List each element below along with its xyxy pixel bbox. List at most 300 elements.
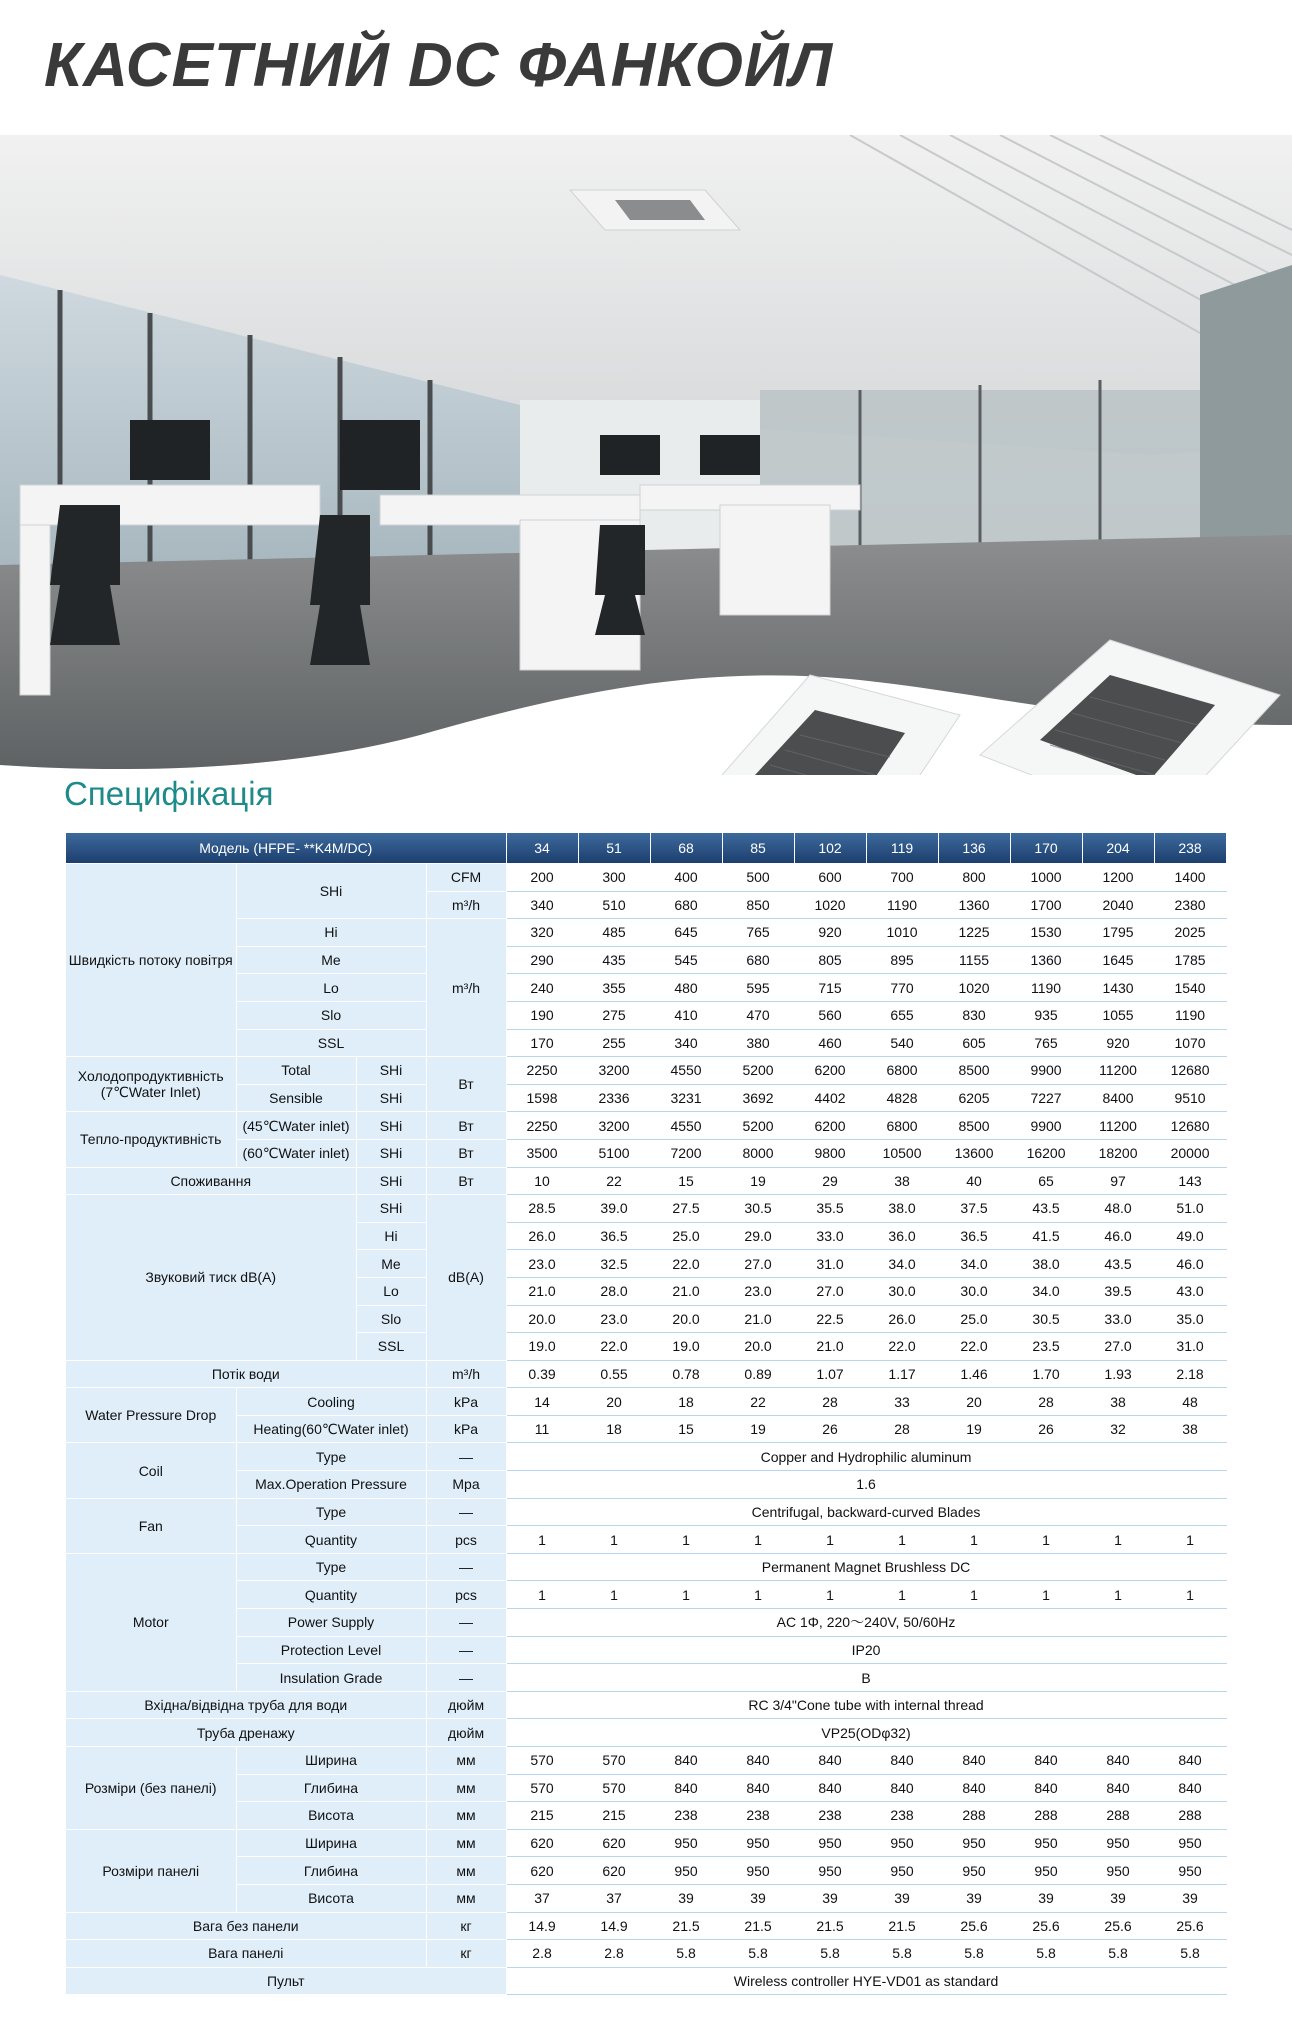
spec-value: 2040 (1082, 891, 1154, 919)
dimensions-row (66, 1774, 1226, 1802)
spec-value: 8400 (1082, 1084, 1154, 1112)
heating-row (66, 1112, 1226, 1140)
spec-value: 570 (578, 1747, 650, 1775)
power-row (66, 1167, 1226, 1195)
spec-value: 4828 (866, 1084, 938, 1112)
model-column-header: 170 (1010, 833, 1082, 864)
spec-value: 21.0 (794, 1333, 866, 1361)
spec-value: 1785 (1154, 946, 1226, 974)
remote-label: Пульт (66, 1967, 506, 1995)
spec-value: 1360 (938, 891, 1010, 919)
spec-value: 3200 (578, 1112, 650, 1140)
spec-value: 3692 (722, 1084, 794, 1112)
spec-value: 14.9 (506, 1912, 578, 1940)
unit-label: кг (426, 1912, 506, 1940)
spec-value: AC 1Φ, 220～240V, 50/60Hz (506, 1609, 1226, 1637)
spec-value: 34.0 (1010, 1277, 1082, 1305)
spec-value: 570 (578, 1774, 650, 1802)
spec-value: 4550 (650, 1057, 722, 1085)
sub-label: (60℃Water inlet) (236, 1139, 356, 1167)
speed-label: SHi (356, 1167, 426, 1195)
water-flow-row (66, 1360, 1226, 1388)
motor-row (66, 1609, 1226, 1637)
spec-value: 0.55 (578, 1360, 650, 1388)
spec-value: 5.8 (794, 1940, 866, 1968)
spec-value: 39 (866, 1884, 938, 1912)
spec-value: 23.0 (506, 1250, 578, 1278)
spec-value: 1055 (1082, 1001, 1154, 1029)
spec-value: 33.0 (794, 1222, 866, 1250)
spec-value: IP20 (506, 1636, 1226, 1664)
spec-value: 20000 (1154, 1139, 1226, 1167)
spec-value: 35.0 (1154, 1305, 1226, 1333)
spec-value: 1 (1010, 1526, 1082, 1554)
spec-value: 5.8 (866, 1940, 938, 1968)
unit-label: pcs (426, 1581, 506, 1609)
panel-weight-row (66, 1940, 1226, 1968)
spec-value: 840 (794, 1774, 866, 1802)
spec-value: 655 (866, 1001, 938, 1029)
spec-value: 11200 (1082, 1057, 1154, 1085)
spec-value: 1 (650, 1581, 722, 1609)
spec-value: 1.93 (1082, 1360, 1154, 1388)
sub-label: Cooling (236, 1388, 426, 1416)
spec-value: 275 (578, 1001, 650, 1029)
sub-label: Висота (236, 1802, 426, 1830)
pipe-label: Вхідна/відвідна труба для води (66, 1691, 426, 1719)
spec-value: 605 (938, 1029, 1010, 1057)
spec-value: 950 (794, 1857, 866, 1885)
spec-value: 840 (650, 1747, 722, 1775)
spec-value: 28.5 (506, 1195, 578, 1223)
spec-value: 11 (506, 1415, 578, 1443)
spec-value: 620 (506, 1857, 578, 1885)
spec-value: 20.0 (506, 1305, 578, 1333)
spec-value: 39 (1082, 1884, 1154, 1912)
spec-value: 765 (1010, 1029, 1082, 1057)
spec-value: 37 (578, 1884, 650, 1912)
spec-value: 36.5 (578, 1222, 650, 1250)
spec-value: 950 (938, 1829, 1010, 1857)
spec-value: 950 (1010, 1857, 1082, 1885)
spec-value: 240 (506, 974, 578, 1002)
spec-value: 895 (866, 946, 938, 974)
spec-value: 830 (938, 1001, 1010, 1029)
spec-value: 255 (578, 1029, 650, 1057)
spec-value: 840 (1010, 1747, 1082, 1775)
spec-value: 540 (866, 1029, 938, 1057)
speed-label: SHi (356, 1084, 426, 1112)
speed-label: SHi (356, 1057, 426, 1085)
spec-value: 43.5 (1010, 1195, 1082, 1223)
spec-value: 39 (938, 1884, 1010, 1912)
sub-label: Max.Operation Pressure (236, 1471, 426, 1499)
spec-value: 18200 (1082, 1139, 1154, 1167)
spec-value: 1645 (1082, 946, 1154, 974)
spec-value: 33 (866, 1388, 938, 1416)
unit-label: Вт (426, 1139, 506, 1167)
spec-value: VP25(ODφ32) (506, 1719, 1226, 1747)
weight-label: Вага без панели (66, 1912, 426, 1940)
spec-value: 6200 (794, 1112, 866, 1140)
spec-value: 26.0 (866, 1305, 938, 1333)
panel-dimensions-row (66, 1829, 1226, 1857)
spec-value: Wireless controller HYE-VD01 as standard (506, 1967, 1226, 1995)
spec-value: 1 (1082, 1526, 1154, 1554)
spec-value: 620 (578, 1829, 650, 1857)
unit-label: мм (426, 1802, 506, 1830)
spec-value: 3231 (650, 1084, 722, 1112)
spec-value: 3200 (578, 1057, 650, 1085)
spec-value: 460 (794, 1029, 866, 1057)
spec-value: 400 (650, 864, 722, 892)
spec-value: 49.0 (1154, 1222, 1226, 1250)
spec-value: 1 (506, 1581, 578, 1609)
sub-label: Глибина (236, 1857, 426, 1885)
spec-value: 470 (722, 1001, 794, 1029)
spec-value: 355 (578, 974, 650, 1002)
spec-value: 288 (938, 1802, 1010, 1830)
unit-label: Вт (426, 1112, 506, 1140)
spec-value: 15 (650, 1415, 722, 1443)
spec-value: 25.6 (1154, 1912, 1226, 1940)
unit-label: мм (426, 1829, 506, 1857)
spec-value: 21.0 (722, 1305, 794, 1333)
spec-value: 39.5 (1082, 1277, 1154, 1305)
spec-value: 23.0 (722, 1277, 794, 1305)
coil-row (66, 1471, 1226, 1499)
spec-value: 12680 (1154, 1057, 1226, 1085)
spec-value: 560 (794, 1001, 866, 1029)
spec-value: 1430 (1082, 974, 1154, 1002)
spec-value: 1 (1010, 1581, 1082, 1609)
airflow-row (66, 919, 1226, 947)
spec-table (66, 833, 1227, 1995)
spec-value: 18 (650, 1388, 722, 1416)
spec-value: 21.5 (866, 1912, 938, 1940)
spec-value: 3500 (506, 1139, 578, 1167)
spec-value: 1 (578, 1526, 650, 1554)
sub-label: Глибина (236, 1774, 426, 1802)
unit-label: CFM (426, 864, 506, 892)
sub-label: Quantity (236, 1581, 426, 1609)
spec-value: 39.0 (578, 1195, 650, 1223)
speed-label: Hi (356, 1222, 426, 1250)
spec-value: 19 (722, 1415, 794, 1443)
spec-value: 1400 (1154, 864, 1226, 892)
spec-value: 27.0 (794, 1277, 866, 1305)
spec-value: 950 (1154, 1857, 1226, 1885)
spec-value: 1360 (1010, 946, 1082, 974)
spec-value: 680 (722, 946, 794, 974)
spec-value: 380 (722, 1029, 794, 1057)
spec-value: 27.5 (650, 1195, 722, 1223)
sub-label: (45℃Water inlet) (236, 1112, 356, 1140)
spec-value: 238 (794, 1802, 866, 1830)
spec-value: 645 (650, 919, 722, 947)
spec-value: 7200 (650, 1139, 722, 1167)
spec-value: 2380 (1154, 891, 1226, 919)
spec-value: 320 (506, 919, 578, 947)
sub-label: Total (236, 1057, 356, 1085)
spec-value: 10500 (866, 1139, 938, 1167)
spec-value: 39 (722, 1884, 794, 1912)
spec-value: 36.0 (866, 1222, 938, 1250)
spec-value: 1.07 (794, 1360, 866, 1388)
spec-value: 238 (866, 1802, 938, 1830)
power-label: Споживання (66, 1167, 356, 1195)
spec-value: 27.0 (1082, 1333, 1154, 1361)
spec-value: 200 (506, 864, 578, 892)
speed-label: SSL (236, 1029, 426, 1057)
speed-label: Slo (236, 1001, 426, 1029)
spec-value: 36.5 (938, 1222, 1010, 1250)
spec-value: 840 (1010, 1774, 1082, 1802)
sub-label: Ширина (236, 1747, 426, 1775)
spec-value: 950 (866, 1857, 938, 1885)
spec-value: 170 (506, 1029, 578, 1057)
spec-value: 8500 (938, 1057, 1010, 1085)
spec-value: 39 (794, 1884, 866, 1912)
spec-value: 1540 (1154, 974, 1226, 1002)
spec-value: 1 (1082, 1581, 1154, 1609)
spec-value: 545 (650, 946, 722, 974)
page-title: КАСЕТНИЙ DC ФАНКОЙЛ (44, 31, 834, 100)
spec-value: 10 (506, 1167, 578, 1195)
spec-value: 22.0 (578, 1333, 650, 1361)
unit-label: — (426, 1443, 506, 1471)
dimensions-row (66, 1747, 1226, 1775)
spec-value: 48.0 (1082, 1195, 1154, 1223)
spec-value: 8500 (938, 1112, 1010, 1140)
spec-value: 300 (578, 864, 650, 892)
spec-value: 14.9 (578, 1912, 650, 1940)
spec-value: 6205 (938, 1084, 1010, 1112)
spec-value: 34.0 (938, 1250, 1010, 1278)
spec-value: 5.8 (650, 1940, 722, 1968)
spec-value: 950 (794, 1829, 866, 1857)
spec-value: 9510 (1154, 1084, 1226, 1112)
spec-value: 20 (578, 1388, 650, 1416)
airflow-row (66, 864, 1226, 892)
spec-value: 950 (722, 1829, 794, 1857)
spec-value: 1190 (1154, 1001, 1226, 1029)
speed-label: SHi (356, 1112, 426, 1140)
spec-value: 31.0 (1154, 1333, 1226, 1361)
spec-value: 2336 (578, 1084, 650, 1112)
spec-value: 28.0 (578, 1277, 650, 1305)
spec-value: 21.0 (650, 1277, 722, 1305)
spec-value: 805 (794, 946, 866, 974)
spec-value: 1.46 (938, 1360, 1010, 1388)
spec-value: 600 (794, 864, 866, 892)
spec-value: 2.8 (578, 1940, 650, 1968)
spec-value: 7227 (1010, 1084, 1082, 1112)
spec-value: 12680 (1154, 1112, 1226, 1140)
airflow-row (66, 946, 1226, 974)
heating-label: Тепло-продуктивність (66, 1112, 236, 1167)
sub-label: Sensible (236, 1084, 356, 1112)
spec-value: 620 (506, 1829, 578, 1857)
spec-value: 20.0 (650, 1305, 722, 1333)
spec-value: 28 (866, 1415, 938, 1443)
spec-value: 920 (794, 919, 866, 947)
model-header: Модель (HFPE- **K4M/DC) (66, 833, 506, 864)
spec-value: 1530 (1010, 919, 1082, 947)
unit-label: Вт (426, 1167, 506, 1195)
spec-value: 4402 (794, 1084, 866, 1112)
unit-label: мм (426, 1857, 506, 1885)
speed-label: SHi (356, 1195, 426, 1223)
spec-value: 5200 (722, 1112, 794, 1140)
spec-value: 1.70 (1010, 1360, 1082, 1388)
spec-value: 190 (506, 1001, 578, 1029)
spec-value: 29 (794, 1167, 866, 1195)
motor-row (66, 1664, 1226, 1692)
unit-label: мм (426, 1747, 506, 1775)
spec-value: 19.0 (650, 1333, 722, 1361)
spec-value: 715 (794, 974, 866, 1002)
spec-value: 1.17 (866, 1360, 938, 1388)
noise-label: Звуковий тиск dB(A) (66, 1195, 356, 1361)
spec-value: 950 (866, 1829, 938, 1857)
spec-value: 97 (1082, 1167, 1154, 1195)
spec-value: 20.0 (722, 1333, 794, 1361)
spec-value: 25.6 (938, 1912, 1010, 1940)
airflow-label: Швидкість потоку повітря (66, 864, 236, 1057)
spec-header-row (66, 833, 1226, 864)
speed-label: Lo (236, 974, 426, 1002)
sub-label: Type (236, 1443, 426, 1471)
spec-value: 950 (1154, 1829, 1226, 1857)
dimensions-row (66, 1802, 1226, 1830)
spec-value: 34.0 (866, 1250, 938, 1278)
coil-row (66, 1443, 1226, 1471)
unit-label: — (426, 1609, 506, 1637)
spec-value: 800 (938, 864, 1010, 892)
spec-value: 0.39 (506, 1360, 578, 1388)
sub-label: Insulation Grade (236, 1664, 426, 1692)
spec-value: 1 (866, 1581, 938, 1609)
spec-value: 435 (578, 946, 650, 974)
spec-value: 143 (1154, 1167, 1226, 1195)
spec-value: 33.0 (1082, 1305, 1154, 1333)
spec-value: 35.5 (794, 1195, 866, 1223)
spec-value: 14 (506, 1388, 578, 1416)
spec-value: 950 (650, 1829, 722, 1857)
spec-value: 16200 (1010, 1139, 1082, 1167)
weight-label: Вага панелі (66, 1940, 426, 1968)
spec-value: 1 (794, 1581, 866, 1609)
spec-value: 21.0 (506, 1277, 578, 1305)
spec-value: 27.0 (722, 1250, 794, 1278)
spec-value: 840 (938, 1774, 1010, 1802)
spec-value: 31.0 (794, 1250, 866, 1278)
model-column-header: 102 (794, 833, 866, 864)
pressure-drop-row (66, 1415, 1226, 1443)
spec-value: 26 (1010, 1415, 1082, 1443)
unit-label: kPa (426, 1415, 506, 1443)
fan-row (66, 1526, 1226, 1554)
spec-value: 570 (506, 1747, 578, 1775)
coil-label: Coil (66, 1443, 236, 1498)
spec-value: 30.5 (1010, 1305, 1082, 1333)
spec-value: 1 (938, 1526, 1010, 1554)
spec-value: 38.0 (866, 1195, 938, 1223)
spec-value: 1155 (938, 946, 1010, 974)
spec-value: 840 (866, 1747, 938, 1775)
dimensions-label: Розміри (без панелі) (66, 1747, 236, 1830)
spec-value: 21.5 (794, 1912, 866, 1940)
spec-value: Copper and Hydrophilic aluminum (506, 1443, 1226, 1471)
spec-value: 22.5 (794, 1305, 866, 1333)
spec-value: 23.0 (578, 1305, 650, 1333)
model-column-header: 51 (578, 833, 650, 864)
spec-value: 1 (794, 1526, 866, 1554)
unit-label: m³/h (426, 891, 506, 919)
spec-value: 950 (1082, 1857, 1154, 1885)
spec-value: 290 (506, 946, 578, 974)
spec-value: 39 (1010, 1884, 1082, 1912)
sub-label: Type (236, 1553, 426, 1581)
spec-value: 288 (1010, 1802, 1082, 1830)
office-photo (0, 135, 1292, 775)
spec-value: 37 (506, 1884, 578, 1912)
spec-value: 920 (1082, 1029, 1154, 1057)
spec-value: 26 (794, 1415, 866, 1443)
spec-value: 26.0 (506, 1222, 578, 1250)
spec-value: 840 (722, 1774, 794, 1802)
speed-label: SSL (356, 1333, 426, 1361)
spec-value: 1190 (866, 891, 938, 919)
spec-value: 2025 (1154, 919, 1226, 947)
airflow-row (66, 1001, 1226, 1029)
spec-value: 850 (722, 891, 794, 919)
spec-value: 20 (938, 1388, 1010, 1416)
unit-label: дюйм (426, 1719, 506, 1747)
spec-value: 2.18 (1154, 1360, 1226, 1388)
cooling-row (66, 1084, 1226, 1112)
spec-value: 19.0 (506, 1333, 578, 1361)
spec-value: 5.8 (1082, 1940, 1154, 1968)
spec-value: 770 (866, 974, 938, 1002)
spec-value: 1070 (1154, 1029, 1226, 1057)
spec-value: 29.0 (722, 1222, 794, 1250)
spec-value: 215 (578, 1802, 650, 1830)
spec-value: 43.5 (1082, 1250, 1154, 1278)
spec-value: 38 (1154, 1415, 1226, 1443)
panel-dimensions-row (66, 1857, 1226, 1885)
spec-value: 950 (1082, 1829, 1154, 1857)
spec-value: 46.0 (1154, 1250, 1226, 1278)
weight-row (66, 1912, 1226, 1940)
spec-value: 840 (1082, 1774, 1154, 1802)
spec-value: 485 (578, 919, 650, 947)
spec-value: 11200 (1082, 1112, 1154, 1140)
spec-value: 5.8 (1154, 1940, 1226, 1968)
spec-value: 1190 (1010, 974, 1082, 1002)
spec-value: 840 (1082, 1747, 1154, 1775)
sub-label: Type (236, 1498, 426, 1526)
spec-value: 1020 (794, 891, 866, 919)
spec-value: 1020 (938, 974, 1010, 1002)
spec-value: 5200 (722, 1057, 794, 1085)
unit-label: dB(A) (426, 1195, 506, 1361)
spec-value: 25.0 (938, 1305, 1010, 1333)
spec-value: 43.0 (1154, 1277, 1226, 1305)
spec-value: 1 (722, 1526, 794, 1554)
spec-value: 1.6 (506, 1471, 1226, 1499)
